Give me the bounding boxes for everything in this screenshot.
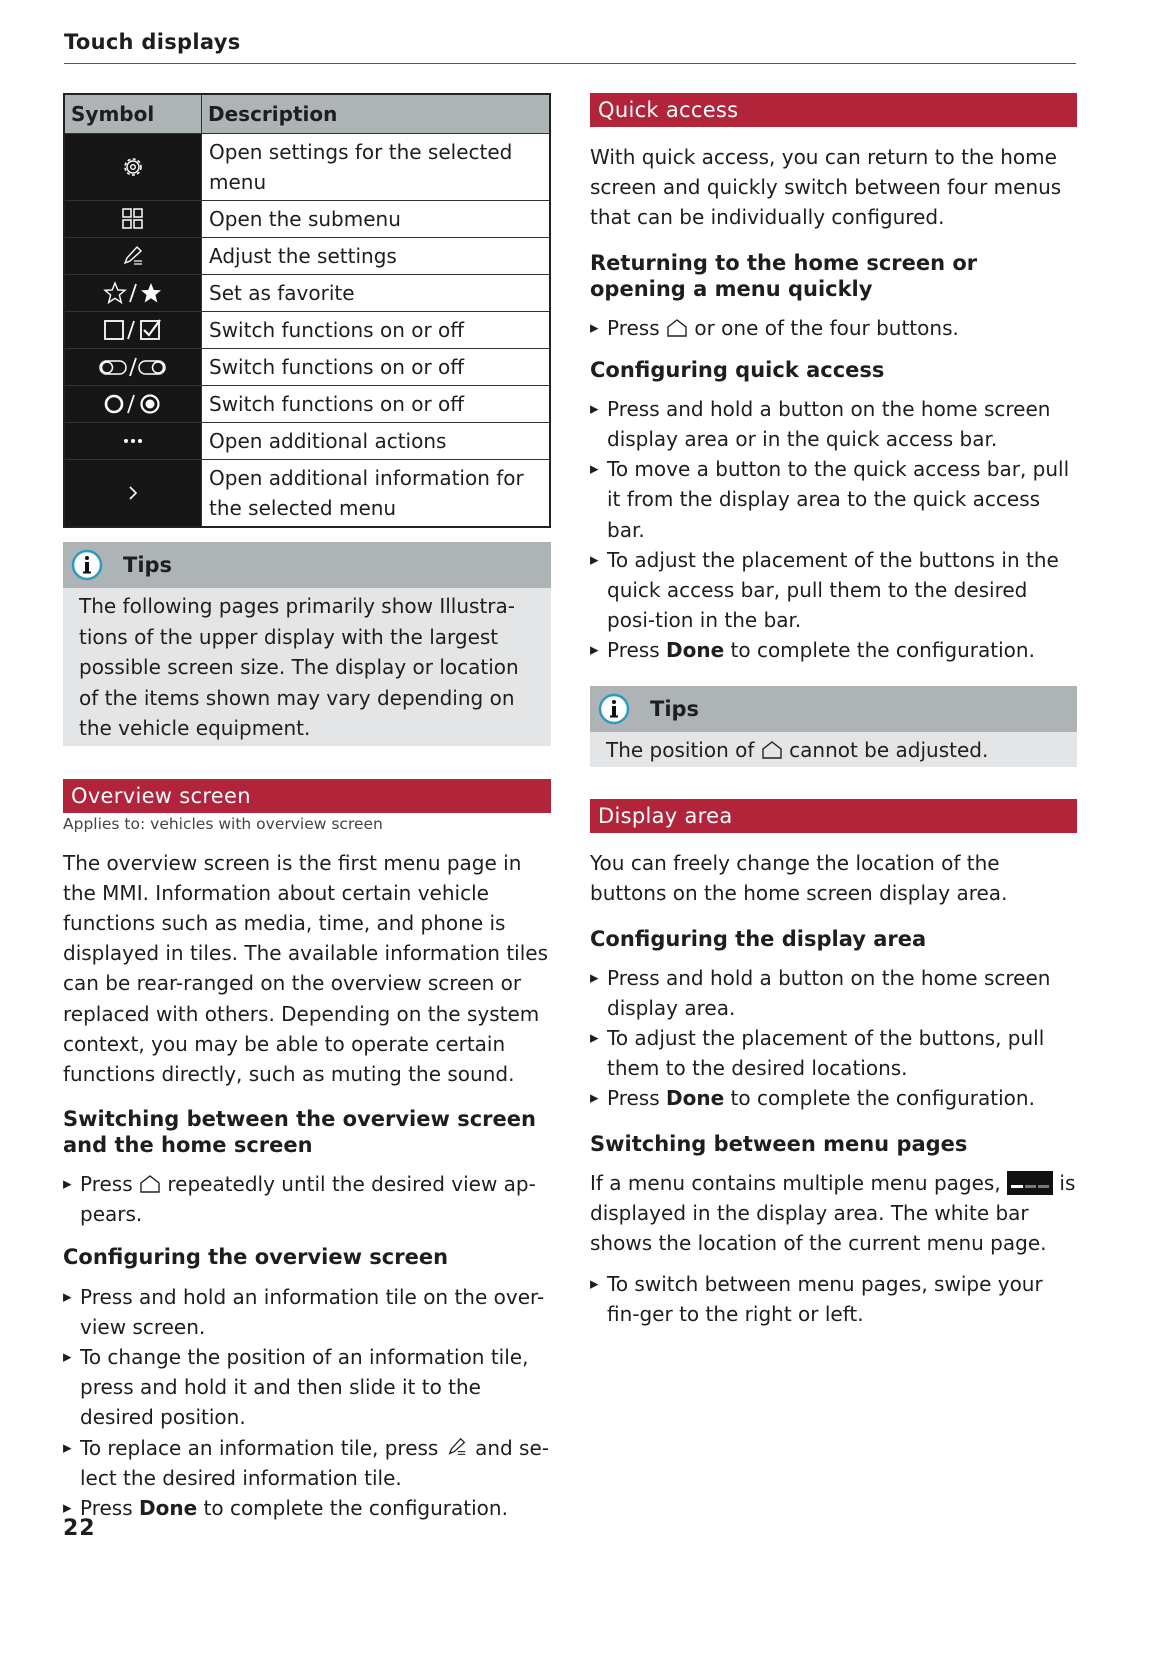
symbol-cell	[64, 312, 202, 349]
tips-box	[63, 542, 551, 746]
list-item: ▸ To move a button to the quick access bar, pull it from the display area to the quick access bar.	[590, 454, 1077, 545]
tips-header	[590, 686, 1077, 732]
return-steps	[590, 313, 1077, 343]
grid-icon	[121, 207, 145, 231]
symbol-cell	[64, 423, 202, 460]
chevron-right-icon	[123, 483, 143, 503]
switch-heading: Switching between the overview screen and the home screen	[63, 1107, 536, 1158]
table-row	[64, 349, 550, 386]
section-title-display-area: Display area	[590, 799, 1077, 833]
description-cell: Open the submenu	[202, 201, 551, 238]
menu-pages-text: If a menu contains multiple menu pages, is displayed in the display area. The white bar shows the location of the current menu page.	[590, 1170, 1076, 1255]
done-label: Done	[139, 1495, 198, 1520]
quick-access-intro: With quick access, you can return to the home screen and quickly switch between four menus that can be individually configured.	[590, 145, 1062, 230]
gear-icon	[121, 155, 145, 179]
symbol-cell	[64, 386, 202, 423]
display-area-section	[590, 799, 1077, 1329]
symbol-cell	[64, 134, 202, 201]
list-item: ▸ Press repeatedly until the desired view ap-pears.	[63, 1169, 551, 1229]
tips-label: Tips	[650, 696, 700, 721]
symbol-table	[63, 93, 551, 528]
left-column	[63, 93, 551, 1523]
home-icon	[761, 740, 783, 760]
pencil-edit-icon	[445, 1436, 469, 1458]
list-item: ▸ To adjust the placement of the buttons, pull them to the desired locations.	[590, 1023, 1077, 1083]
home-icon	[139, 1174, 161, 1194]
description-cell: Adjust the settings	[202, 238, 551, 275]
symbol-cell	[64, 275, 202, 312]
more-dots-icon	[121, 429, 145, 453]
list-item: ▸ To switch between menu pages, swipe your fin-ger to the right or left.	[590, 1269, 1077, 1329]
switch-steps	[63, 1169, 551, 1229]
list-item: ▸ To adjust the placement of the buttons in the quick access bar, pull them to the desired posi-tion in the bar.	[590, 545, 1077, 636]
star-favorite-icon	[103, 281, 163, 305]
list-item: ▸ Press or one of the four buttons.	[590, 313, 1077, 343]
page-number: 22	[63, 1516, 96, 1541]
list-item: ▸ Press and hold an information tile on the over-view screen.	[63, 1282, 551, 1342]
symbol-cell	[64, 238, 202, 275]
tips-label: Tips	[123, 553, 173, 577]
pencil-edit-icon	[121, 244, 145, 268]
return-heading: Returning to the home screen or opening a menu quickly	[590, 250, 978, 301]
description-cell: Open additional information for the selected menu	[202, 460, 551, 528]
symbol-cell	[64, 349, 202, 386]
overview-section	[63, 779, 551, 1524]
description-cell: Switch functions on or off	[202, 386, 551, 423]
table-row	[64, 460, 550, 528]
description-cell: Switch functions on or off	[202, 312, 551, 349]
tips-text: The following pages primarily show Illustra-tions of the upper display with the largest possible screen size. The display or location of the items shown may vary depending on the vehicle equipment.	[79, 594, 519, 740]
page-title: Touch displays	[64, 30, 241, 54]
config-display-steps	[590, 963, 1077, 1114]
done-label: Done	[666, 1086, 725, 1111]
list-item: ▸ Press and hold a button on the home screen display area or in the quick access bar.	[590, 394, 1077, 454]
tips-header	[63, 542, 551, 588]
table-row	[64, 238, 550, 275]
column-header-description: Description	[202, 94, 551, 134]
table-row	[64, 386, 550, 423]
description-cell: Switch functions on or off	[202, 349, 551, 386]
page-header	[64, 30, 1076, 64]
info-icon	[71, 549, 103, 581]
config-quick-heading: Configuring quick access	[590, 357, 885, 382]
menu-page-indicator-icon	[1007, 1171, 1053, 1195]
table-row	[64, 201, 550, 238]
menu-pages-heading: Switching between menu pages	[590, 1131, 968, 1156]
column-header-symbol: Symbol	[64, 94, 202, 134]
symbol-cell	[64, 201, 202, 238]
symbol-cell	[64, 460, 202, 528]
list-item: ▸ Press Done to complete the configuration.	[590, 1083, 1077, 1113]
config-overview-heading: Configuring the overview screen	[63, 1244, 449, 1269]
description-cell: Open settings for the selected menu	[202, 134, 551, 201]
list-item: ▸ Press and hold a button on the home screen display area.	[590, 963, 1077, 1023]
config-quick-steps	[590, 394, 1077, 666]
list-item: ▸ To change the position of an information tile, press and hold it and then slide it to the desired position.	[63, 1342, 551, 1433]
section-title-quick-access: Quick access	[590, 93, 1077, 127]
toggle-switch-icon	[98, 355, 168, 379]
list-item: ▸ Press Done to complete the configuration.	[63, 1493, 551, 1523]
description-cell: Open additional actions	[202, 423, 551, 460]
right-column	[590, 93, 1077, 1330]
list-item: ▸ Press Done to complete the configuration.	[590, 635, 1077, 665]
applies-note: Applies to: vehicles with overview screen	[63, 814, 383, 833]
display-area-intro: You can freely change the location of the buttons on the home screen display area.	[590, 851, 1008, 906]
overview-intro: The overview screen is the first menu page in the MMI. Information about certain vehicle functions such as media, time, and phone is displayed in tiles. The available information tiles can be rear-ranged on the overview screen or replaced with others. Depending on the system context, you may be able to operate certain functions directly, such as muting the sound.	[63, 850, 549, 1086]
home-icon	[666, 318, 688, 338]
table-row	[64, 423, 550, 460]
table-row	[64, 312, 550, 349]
info-icon	[598, 693, 630, 725]
list-item: ▸ To replace an information tile, press and se-lect the desired information tile.	[63, 1433, 551, 1493]
table-row	[64, 275, 550, 312]
done-label: Done	[666, 638, 725, 663]
table-header-row	[64, 94, 550, 134]
tips-box	[590, 686, 1077, 768]
table-row	[64, 134, 550, 201]
config-display-heading: Configuring the display area	[590, 926, 927, 951]
radio-button-icon	[103, 392, 163, 416]
checkbox-icon	[103, 318, 163, 342]
tips-text: The position of cannot be adjusted.	[606, 737, 989, 762]
menu-pages-steps	[590, 1269, 1077, 1329]
config-overview-steps	[63, 1282, 551, 1524]
description-cell: Set as favorite	[202, 275, 551, 312]
section-title-overview: Overview screen	[63, 779, 551, 813]
